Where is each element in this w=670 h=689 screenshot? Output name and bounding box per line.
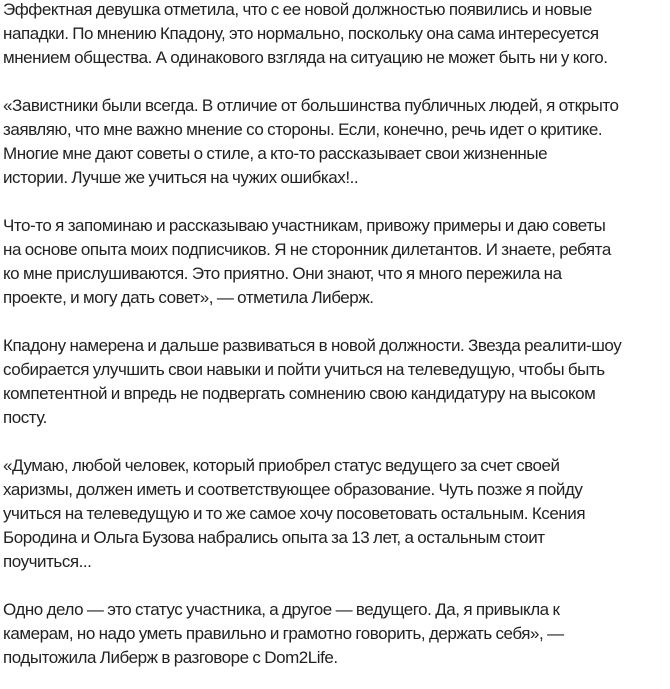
text-line: «Завистники были всегда. В отличие от большинства публичных людей, я открыто <box>3 96 619 115</box>
text-line: подытожила Либерж в разговоре с Dom2Life. <box>3 648 338 667</box>
text-line: компетентной и впредь не подвергать сомнению свою кандидатуру на высоком <box>3 384 596 403</box>
paragraph-3-quote <box>3 214 670 310</box>
text-line: заявляю, что мне важно мнение со стороны. Если, конечно, речь идет о критике. <box>3 120 603 139</box>
text-line: харизмы, должен иметь и соответствующее образование. Чуть позже я пойду <box>3 480 583 499</box>
text-line: посту. <box>3 408 47 427</box>
text-line: Кпадону намерена и дальше развиваться в новой должности. Звезда реалити-шоу <box>3 336 622 355</box>
text-line: мнением общества. А одинакового взгляда на ситуацию не может быть ни у кого. <box>3 48 608 67</box>
paragraph-4 <box>3 334 670 430</box>
text-line: Эффектная девушка отметила, что с ее новой должностью появились и новые <box>3 0 592 19</box>
paragraph-5-quote <box>3 454 670 574</box>
text-line: собирается улучшить свои навыки и пойти учиться на телеведущую, чтобы быть <box>3 360 605 379</box>
text-line: истории. Лучше же учиться на чужих ошибках!.. <box>3 168 359 187</box>
text-line: нападки. По мнению Кпадону, это нормально, поскольку она сама интересуется <box>3 24 599 43</box>
text-line: ко мне прислушиваются. Это приятно. Они знают, что я много пережила на <box>3 264 562 283</box>
paragraph-6-quote <box>3 598 670 670</box>
text-line: Одно дело — это статус участника, а другое — ведущего. Да, я привыкла к <box>3 600 560 619</box>
text-line: «Думаю, любой человек, который приобрел статус ведущего за счет своей <box>3 456 560 475</box>
text-line: Многие мне дают советы о стиле, а кто-то рассказывает свои жизненные <box>3 144 548 163</box>
text-line: камерам, но надо уметь правильно и грамотно говорить, держать себя», — <box>3 624 564 643</box>
text-line: на основе опыта моих подписчиков. Я не сторонник дилетантов. И знаете, ребята <box>3 240 611 259</box>
text-line: Бородина и Ольга Бузова набрались опыта за 13 лет, а остальным стоит <box>3 528 545 547</box>
text-line: проекте, и могу дать совет», — отметила Либерж. <box>3 288 374 307</box>
paragraph-1 <box>3 0 670 70</box>
paragraph-2-quote <box>3 94 670 190</box>
text-line: поучиться... <box>3 552 92 571</box>
text-line: учиться на телеведущую и то же самое хочу посоветовать остальным. Ксения <box>3 504 586 523</box>
text-line: Что-то я запоминаю и рассказываю участникам, привожу примеры и даю советы <box>3 216 606 235</box>
